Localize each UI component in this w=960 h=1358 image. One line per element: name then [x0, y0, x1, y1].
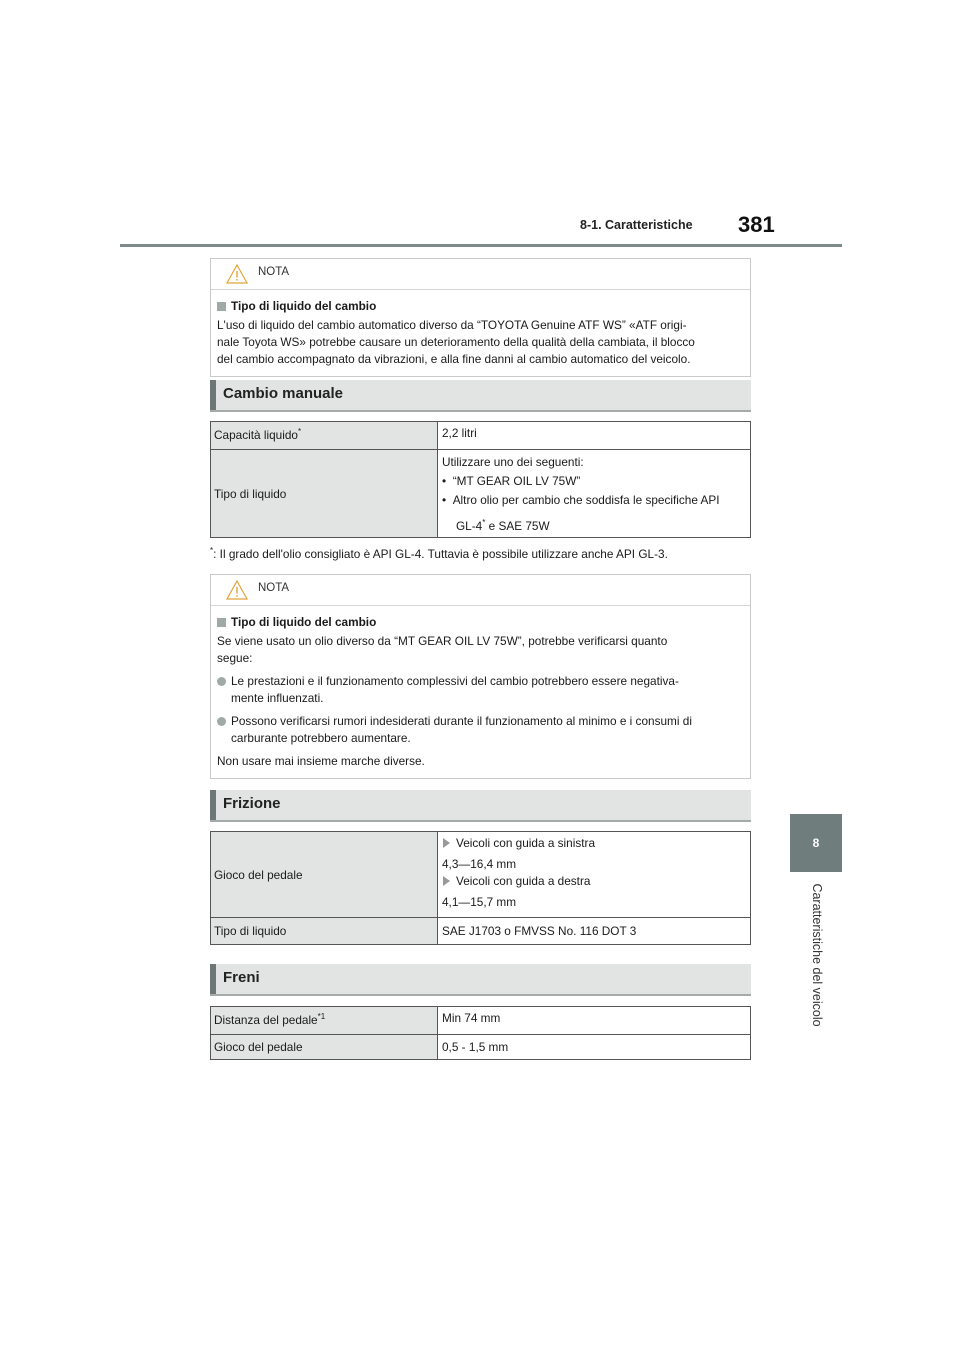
note-line: mente influenzati.: [231, 691, 324, 705]
square-bullet-icon: [217, 618, 226, 627]
capacity-value: 2,2 litri: [442, 426, 477, 440]
rhd-label: Veicoli con guida a destra: [456, 874, 591, 888]
table-label-cell: [211, 450, 438, 538]
fluid-option: “MT GEAR OIL LV 75W”: [452, 474, 581, 488]
page-number: 381: [738, 212, 775, 237]
fluid-option-cont: e SAE 75W: [485, 518, 550, 533]
warning-triangle-icon: [226, 264, 248, 284]
table-value-cell: [438, 832, 751, 918]
circle-bullet-icon: [217, 717, 226, 726]
lhd-value: 4,3—16,4 mm: [442, 857, 517, 871]
circle-bullet-icon: [217, 677, 226, 686]
table-row: [211, 1007, 751, 1035]
note-line: Le prestazioni e il funzionamento complessivi del cambio potrebbero essere negativa-: [231, 674, 679, 688]
table-row: [211, 450, 751, 538]
chapter-title-vertical: Caratteristiche del veicolo: [810, 883, 824, 1027]
note-line: segue:: [217, 651, 253, 665]
list-item-continuation: [442, 510, 746, 536]
header-rule: [120, 244, 842, 247]
section-accent-bar: [210, 380, 216, 410]
section-heading: 8-1. Caratteristiche: [580, 218, 693, 232]
footnote-mark: *: [210, 546, 214, 555]
note-header: [211, 259, 750, 290]
note-line: Se viene usato un olio diverso da “MT GEAR OIL LV 75W”, potrebbe verificarsi quanto: [217, 634, 668, 648]
brake-play-value: 0,5 - 1,5 mm: [442, 1040, 509, 1054]
table-label-cell: [211, 1007, 438, 1035]
list-item: [217, 673, 744, 707]
triangle-right-icon: [443, 838, 450, 848]
square-bullet-icon: [217, 302, 226, 311]
table-row: [211, 1035, 751, 1060]
section-title: Freni: [223, 969, 260, 986]
section-header-clutch: [210, 790, 751, 822]
warning-triangle-icon: [226, 580, 248, 600]
note-closing: Non usare mai insieme marche diverse.: [217, 754, 425, 768]
note-line: del cambio accompagnato da vibrazioni, e alla fine danni al cambio automatico del veicolo.: [217, 352, 691, 366]
chapter-tab: 8: [790, 814, 842, 872]
pedal-distance-value: Min 74 mm: [442, 1011, 501, 1025]
section-title: Frizione: [223, 795, 281, 812]
section-header-manual-transmission: [210, 380, 751, 412]
pedal-distance-label: Distanza del pedale: [214, 1012, 318, 1027]
table-label-cell: [211, 918, 438, 945]
table-value-cell: [438, 450, 751, 538]
table-value-cell: [438, 1035, 751, 1060]
table-row: [211, 832, 751, 918]
note-box-mt-oil: [210, 574, 751, 779]
note-header: [211, 575, 750, 606]
table-label-cell: [211, 1035, 438, 1060]
list-item: • “MT GEAR OIL LV 75W”: [442, 474, 581, 488]
list-item: [217, 713, 744, 747]
section-header-brakes: [210, 964, 751, 996]
fluid-label: Tipo di liquido: [214, 486, 287, 501]
section-accent-bar: [210, 964, 216, 994]
footnote-text: : Il grado dell'olio consigliato è API GL-4. Tuttavia è possibile utilizzare anche API GL-3.: [213, 546, 668, 561]
fluid-intro: Utilizzare uno dei seguenti:: [442, 455, 584, 469]
note-title: [217, 298, 744, 315]
note-box-atf: [210, 258, 751, 377]
footnote-mark: *: [482, 518, 486, 527]
note-line: Possono verificarsi rumori indesiderati durante il funzionamento al minimo e i consumi di: [231, 714, 692, 728]
footnote: [210, 546, 668, 561]
table-value-cell: [438, 422, 751, 450]
clutch-fluid-label: Tipo di liquido: [214, 924, 287, 938]
manual-transmission-table: [210, 421, 751, 538]
fluid-option-cont: GL-4: [456, 518, 483, 533]
note-title-text: Tipo di liquido del cambio: [231, 615, 377, 629]
note-line: L'uso di liquido del cambio automatico diverso da “TOYOTA Genuine ATF WS” «ATF origi-: [217, 318, 687, 332]
note-line: carburante potrebbero aumentare.: [231, 731, 411, 745]
list-item: [442, 873, 746, 890]
fluid-option: Altro olio per cambio che soddisfa le specifiche API: [452, 493, 720, 507]
clutch-fluid-value: SAE J1703 o FMVSS No. 116 DOT 3: [442, 924, 637, 938]
list-item: [442, 835, 746, 852]
table-value-cell: [438, 918, 751, 945]
note-paragraph: [217, 317, 744, 368]
table-label-cell: [211, 832, 438, 918]
note-label: NOTA: [258, 582, 290, 594]
footnote-mark: *: [297, 427, 302, 436]
triangle-right-icon: [443, 876, 450, 886]
note-paragraph: [217, 633, 744, 667]
brakes-table: [210, 1006, 751, 1060]
lhd-label: Veicoli con guida a sinistra: [456, 836, 596, 850]
table-label-cell: [211, 422, 438, 450]
section-accent-bar: [210, 790, 216, 820]
footnote-mark: *1: [317, 1012, 326, 1021]
capacity-label: Capacità liquido: [214, 427, 298, 442]
table-value-cell: [438, 1007, 751, 1035]
table-row: [211, 422, 751, 450]
note-label: NOTA: [258, 266, 290, 278]
section-title: Cambio manuale: [223, 385, 344, 402]
table-row: [211, 918, 751, 945]
note-title-text: Tipo di liquido del cambio: [231, 299, 377, 313]
brake-play-label: Gioco del pedale: [214, 1040, 303, 1054]
clutch-table: [210, 831, 751, 945]
list-item: • Altro olio per cambio che soddisfa le specifiche API: [442, 493, 720, 507]
rhd-value: 4,1—15,7 mm: [442, 895, 517, 909]
clutch-play-label: Gioco del pedale: [214, 867, 303, 882]
note-line: nale Toyota WS» potrebbe causare un deterioramento della qualità della cambiata, il blocco: [217, 335, 695, 349]
note-title: [217, 614, 744, 631]
